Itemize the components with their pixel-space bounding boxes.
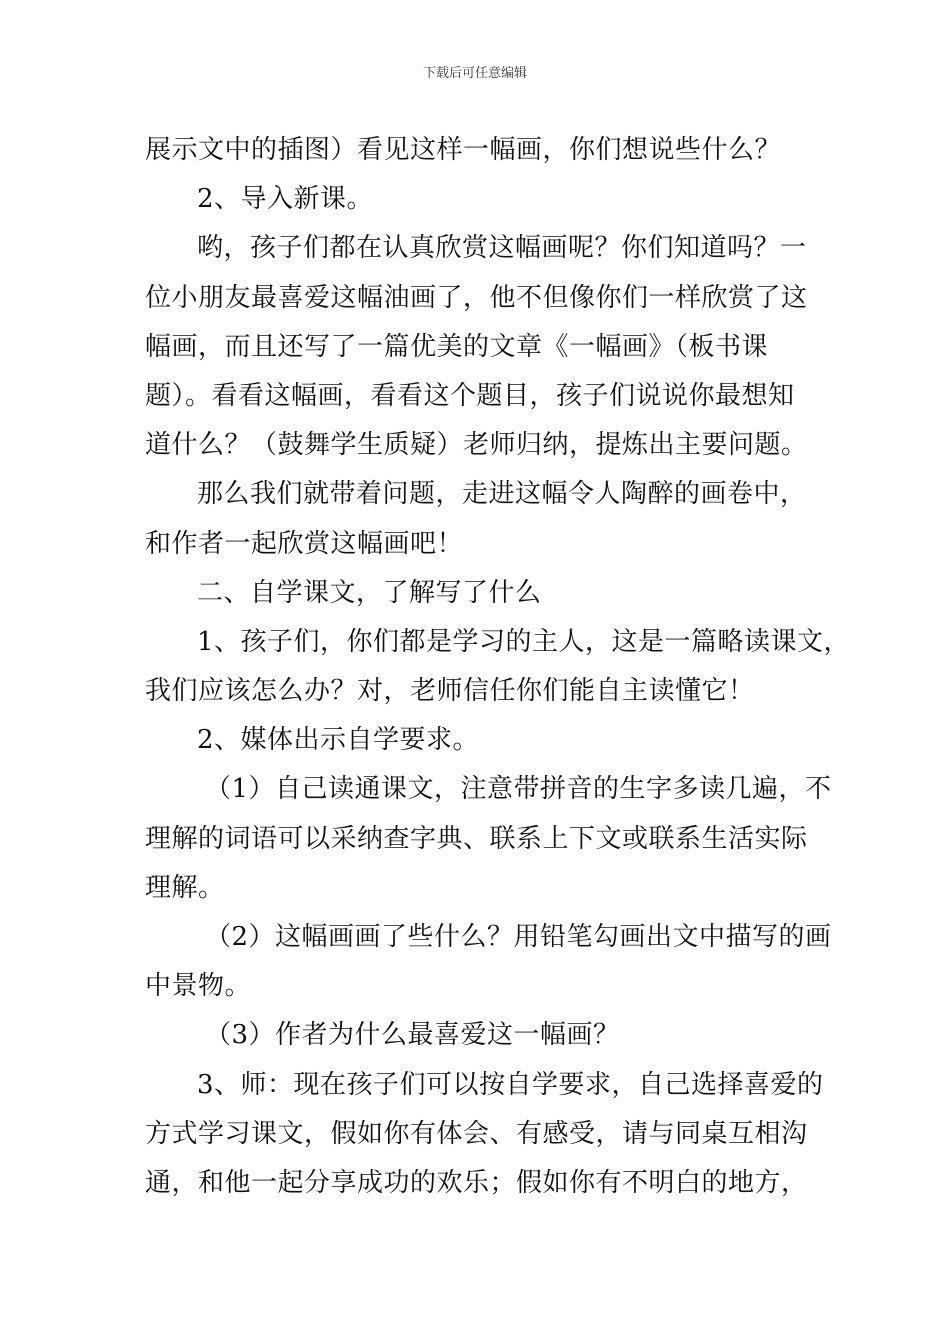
page-header: 下载后可任意编辑 [422,66,527,81]
section-heading: 二、自学课文，了解写了什么 [197,577,542,608]
text-line: 我们应该怎么办？对，老师信任你们能自主读懂它！ [145,676,755,707]
text-line: 2、媒体出示自学要求。 [197,725,480,756]
text-line: （2）这幅画画了些什么？用铅笔勾画出文中描写的画 [205,922,832,952]
text-line: （3）作者为什么最喜爱这一幅画？ [205,1020,620,1051]
text-line: 展示文中的插图）看见这样一幅画，你们想说些什么？ [145,135,782,165]
text-line: 题）。看看这幅画，看看这个题目，孩子们说说你最想知 [145,380,795,411]
text-line: 中景物。 [145,971,252,1002]
text-line: 幅画，而且还写了一篇优美的文章《一幅画》（板书课 [145,331,769,362]
text-line: 理解。 [145,872,225,903]
text-line: 位小朋友最喜爱这幅油画了，他不但像你们一样欣赏了这 [145,282,808,313]
text-line: 理解的词语可以采纳查字典、联系上下文或联系生活实际 [145,823,808,854]
text-line: 哟，孩子们都在认真欣赏这幅画呢？你们知道吗？一 [197,233,807,264]
text-line: 和作者一起欣赏这幅画吧！ [145,528,464,559]
text-line: 方式学习课文，假如你有体会、有感受，请与同桌互相沟 [145,1118,808,1149]
text-line: 2、导入新课。 [197,184,374,215]
text-line: 那么我们就带着问题，走进这幅令人陶醉的画卷中， [197,479,807,510]
text-line: 通，和他一起分享成功的欢乐；假如你有不明白的地方， [145,1167,808,1198]
document-body [145,126,851,1208]
text-line: 3、师：现在孩子们可以按自学要求，自己选择喜爱的 [197,1069,824,1100]
text-line: 1、孩子们，你们都是学习的主人，这是一篇略读课文， [197,626,851,657]
text-line: 道什么？（鼓舞学生质疑）老师归纳，提炼出主要问题。 [145,430,808,461]
text-line: （1）自己读通课文，注意带拼音的生字多读几遍，不 [205,774,832,805]
